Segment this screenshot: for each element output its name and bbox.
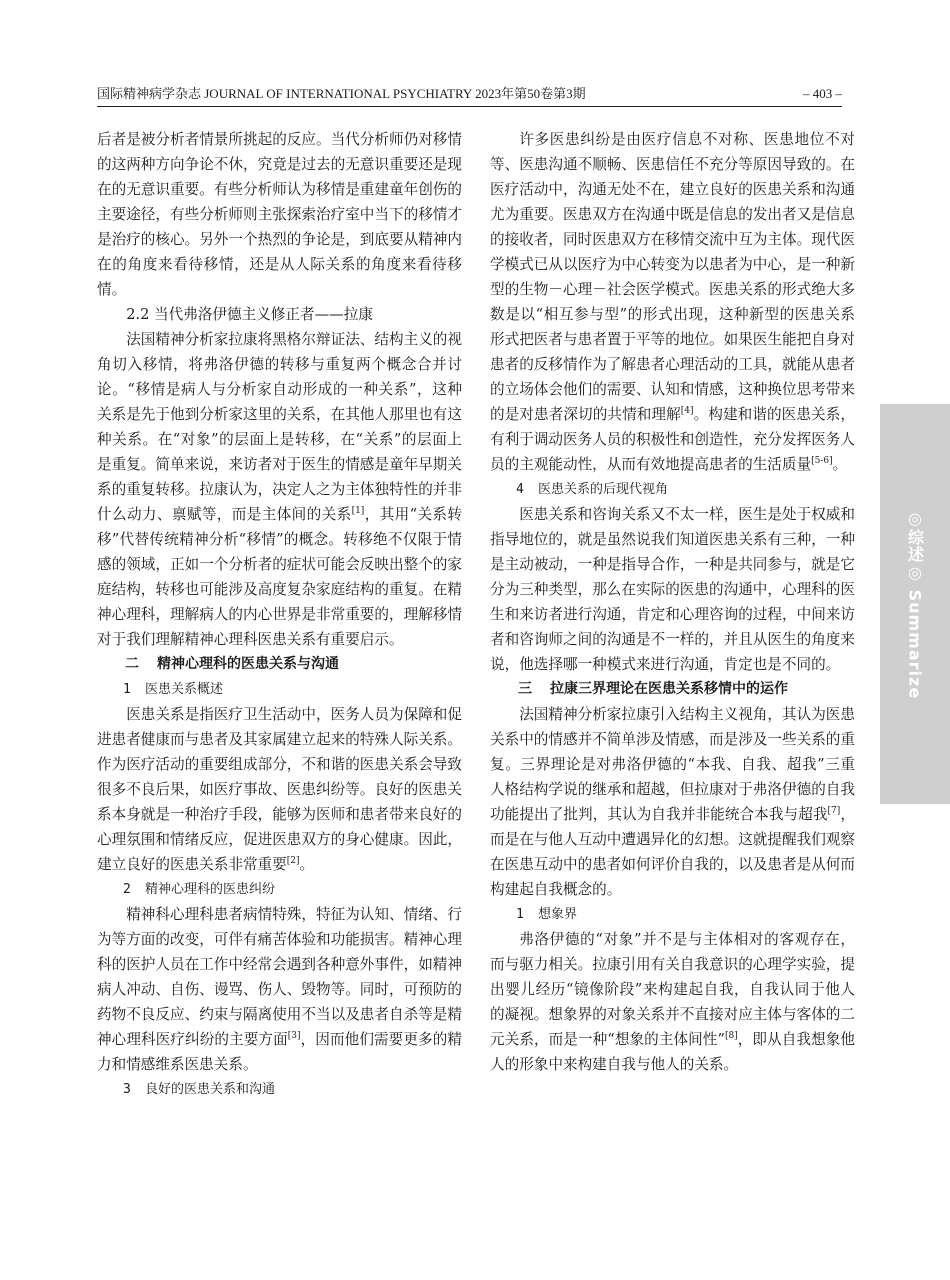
- right-column: [490, 127, 855, 1077]
- paragraph: 法国精神分析家拉康将黑格尔辩证法、结构主义的视角切入移情，将弗洛伊德的转移与重复两个概念合并讨论。“移情是病人与分析家自动形成的一种关系”，这种关系是先于他到分析家这里的关系，在其他人那里也有这种关系。在“对象”的层面上是转移，在“关系”的层面上是重复。简单来说，来访者对于医生的情感是童年早期关系的重复转移。拉康认为，决定人之为主体独特性的并非什么动力、禀赋等，而是主体间的关系[1]，其用“关系转移”代替传统精神分析“移情”的概念。转移绝不仅限于情感的领域，正如一个分析者的症状可能会反映出整个的家庭结构，转移也可能涉及高度复杂家庭结构的重复。在精神心理科，理解病人的内心世界是非常重要的，理解移情对于我们理解精神心理科医患关系有重要启示。: [97, 331, 462, 648]
- subsection-heading: 3 良好的医患关系和沟通: [123, 1082, 276, 1097]
- left-column: [97, 127, 462, 1102]
- citation: [1]: [351, 506, 365, 516]
- journal-title: 国际精神病学杂志 JOURNAL OF INTERNATIONAL PSYCHIATRY 2023年第50卷第3期: [97, 86, 586, 101]
- citation: [3]: [287, 1031, 301, 1041]
- section-tab-label: ◎综述◎ Summarize: [905, 508, 925, 700]
- citation: [2]: [286, 856, 300, 866]
- section-heading: 三 拉康三界理论在医患关系移情中的运作: [518, 681, 788, 697]
- subsection-heading: 1 医患关系概述: [123, 682, 224, 697]
- citation: [4]: [680, 406, 694, 416]
- paragraph: 许多医患纠纷是由医疗信息不对称、医患地位不对等、医患沟通不顺畅、医患信任不充分等原因导致的。在医疗活动中，沟通无处不在，建立良好的医患关系和沟通尤为重要。医患双方在沟通中既是信息的发出者又是信息的接收者，同时医患双方在移情交流中互为主体。现代医学模式已从以医疗为中心转变为以患者为中心，是一种新型的生物－心理－社会医学模式。医患关系的形式绝大多数是以“相互参与型”的形式出现，这种新型的医患关系形式把医者与患者置于平等的地位。如果医生能把自身对患者的反移情作为了解患者心理活动的工具，就能从患者的立场体会他们的需要、认知和情感，这种换位思考带来的是对患者深切的共情和理解[4]。构建和谐的医患关系，有利于调动医务人员的积极性和创造性，充分发挥医务人员的主观能动性，从而有效地提高患者的生活质量[5-6]。: [490, 131, 855, 473]
- paragraph: 弗洛伊德的“对象”并不是与主体相对的客观存在，而与驱力相关。拉康引用有关自我意识的心理学实验，提出婴儿经历“镜像阶段”来构建起自我，自我认同于他人的凝视。想象界的对象关系并不直接对应主体与客体的二元关系，而是一种“想象的主体间性”[8]，即从自我想象他人的形象中来构建自我与他人的关系。: [490, 931, 855, 1073]
- citation: [5-6]: [811, 456, 833, 466]
- running-header: [97, 84, 842, 107]
- subsection-heading: 2.2 当代弗洛伊德主义修正者——拉康: [126, 306, 373, 323]
- subsection-heading: 2 精神心理科的医患纠纷: [123, 882, 276, 897]
- paragraph: 后者是被分析者情景所挑起的反应。当代分析师仍对移情的这两种方向争论不休，究竟是过去的无意识重要还是现在的无意识重要。有些分析师认为移情是重建童年创伤的主要途径，有些分析师则主张探索治疗室中当下的移情才是治疗的核心。另外一个热烈的争论是，到底要从精神内在的角度来看待移情，还是从人际关系的角度来看待移情。: [97, 131, 462, 298]
- paragraph: 精神科心理科患者病情特殊，特征为认知、情绪、行为等方面的改变，可伴有痛苦体验和功能损害。精神心理科的医护人员在工作中经常会遇到各种意外事件，如精神病人冲动、自伤、谩骂、伤人、毁物等。同时，可预防的药物不良反应、约束与隔离使用不当以及患者自杀等是精神心理科医疗纠纷的主要方面[3]，因而他们需要更多的精力和情感维系医患关系。: [97, 906, 462, 1073]
- section-heading: 二 精神心理科的医患关系与沟通: [125, 656, 339, 672]
- paragraph: 医患关系是指医疗卫生活动中，医务人员为保障和促进患者健康而与患者及其家属建立起来的特殊人际关系。作为医疗活动的重要组成部分，不和谐的医患关系会导致很多不良后果，如医疗事故、医患纠纷等。良好的医患关系本身就是一种治疗手段，能够为医师和患者带来良好的心理氛围和情绪反应，促进医患双方的身心健康。因此，建立良好的医患关系非常重要[2]。: [97, 706, 462, 873]
- subsection-heading: 4 医患关系的后现代视角: [516, 482, 669, 497]
- paragraph: 法国精神分析家拉康引入结构主义视角，其认为医患关系中的情感并不简单涉及情感，而是涉及一些关系的重复。三界理论是对弗洛伊德的“本我、自我、超我”三重人格结构学说的继承和超越，但拉康对于弗洛伊德的自我功能提出了批判，其认为自我并非能统合本我与超我[7]，而是在与他人互动中遭遇异化的幻想。这就提醒我们观察在医患互动中的患者如何评价自我的，以及患者是从何而构建起自我概念的。: [490, 706, 855, 898]
- citation: [7]: [827, 806, 841, 816]
- section-tab: [880, 404, 950, 804]
- citation: [8]: [724, 1031, 738, 1041]
- subsection-heading: 1 想象界: [516, 907, 578, 922]
- paragraph: 医患关系和咨询关系又不太一样，医生是处于权威和指导地位的，就是虽然说我们知道医患关系有三种，一种是主动被动，一种是指导合作，一种是共同参与，就是它分为三种类型，那么在实际的医患的沟通中，心理科的医生和来访者进行沟通，肯定和心理咨询的过程，中间来访者和咨询师之间的沟通是不一样的，并且从医生的角度来说，他选择哪一种模式来进行沟通，肯定也是不同的。: [490, 506, 855, 673]
- page-number: – 403 –: [803, 86, 842, 101]
